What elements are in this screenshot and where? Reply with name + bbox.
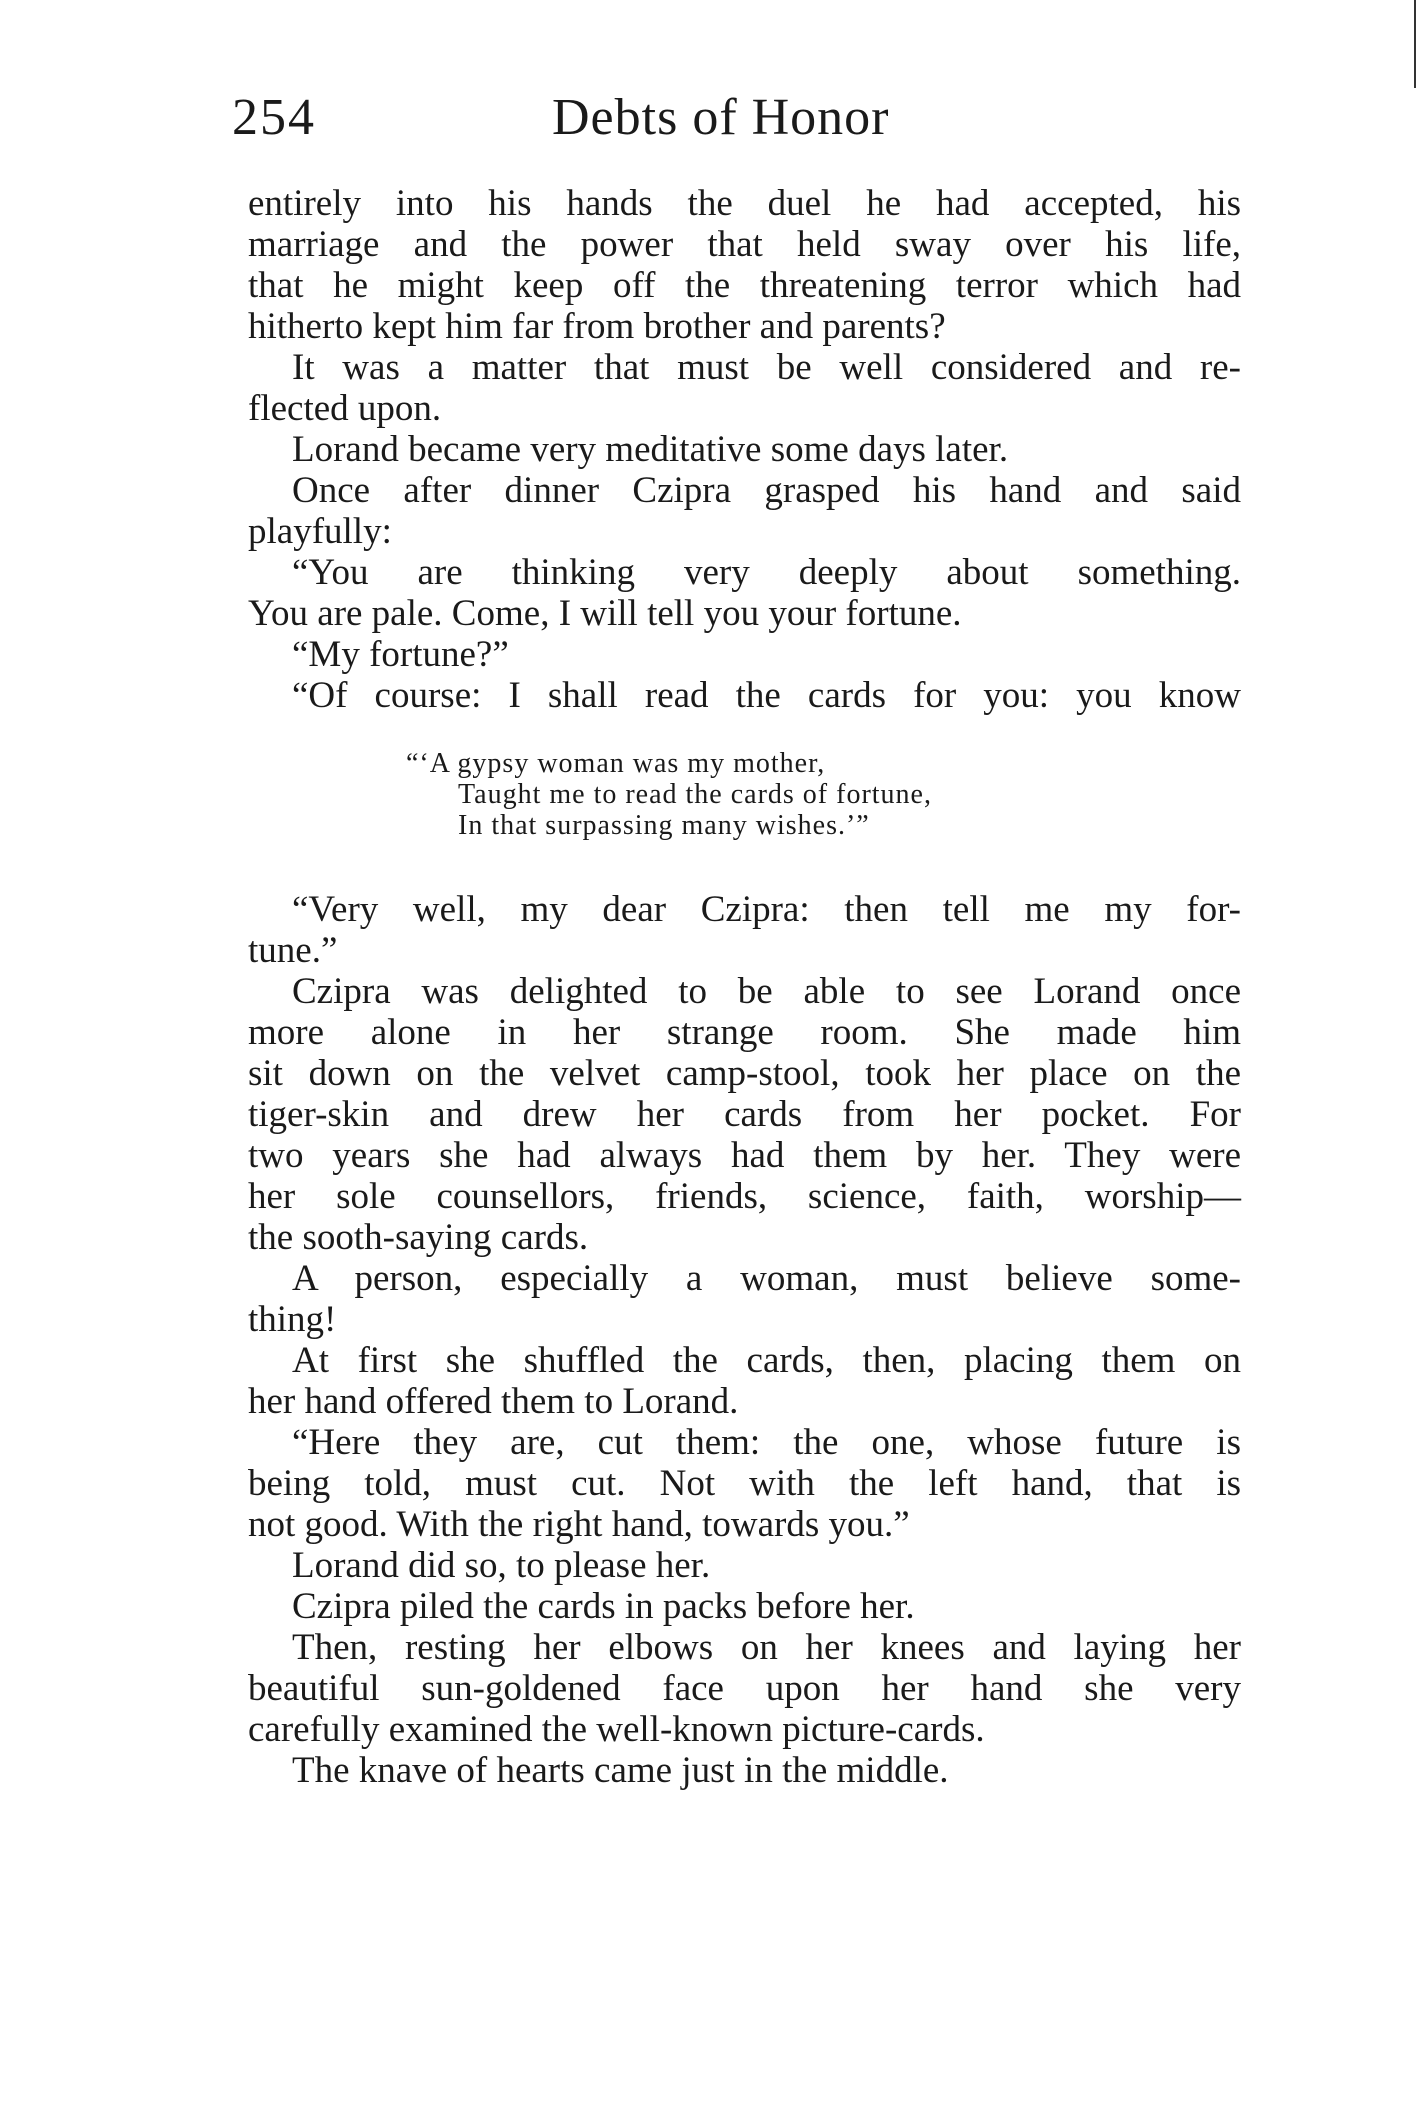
text-line: beautiful sun-goldened face upon her hand she very	[248, 1668, 1241, 1709]
paragraph	[248, 347, 1241, 429]
paragraph	[248, 1545, 1241, 1586]
text-line: The knave of hearts came just in the middle.	[292, 1750, 949, 1791]
text-line: Czipra was delighted to be able to see Lorand once	[292, 971, 1241, 1012]
page-header	[232, 88, 1242, 158]
text-line: her sole counsellors, friends, science, faith, worship—	[248, 1176, 1241, 1217]
text-line: thing!	[248, 1299, 337, 1340]
text-line: “You are thinking very deeply about something.	[292, 552, 1241, 593]
text-line: It was a matter that must be well considered and re-	[292, 347, 1241, 388]
text-line: “Very well, my dear Czipra: then tell me my for-	[292, 889, 1241, 930]
text-line: Lorand did so, to please her.	[292, 1545, 711, 1586]
paragraph	[248, 1750, 1241, 1791]
running-title: Debts of Honor	[552, 89, 890, 146]
verse-quote	[248, 748, 1241, 841]
text-line: carefully examined the well-known picture-cards.	[248, 1709, 985, 1750]
paragraph	[248, 1340, 1241, 1422]
page-number: 254	[232, 89, 316, 146]
text-line: “My fortune?”	[292, 634, 509, 675]
text-line: “Here they are, cut them: the one, whose future is	[292, 1422, 1241, 1463]
verse-line: Taught me to read the cards of fortune,	[458, 779, 932, 810]
text-line: being told, must cut. Not with the left hand, that is	[248, 1463, 1241, 1504]
text-line: At first she shuffled the cards, then, placing them on	[292, 1340, 1241, 1381]
text-line: marriage and the power that held sway over his life,	[248, 224, 1241, 265]
paragraph	[248, 470, 1241, 552]
text-line: A person, especially a woman, must believe some-	[292, 1258, 1241, 1299]
page-edge-line	[1414, 0, 1416, 88]
text-line: hitherto kept him far from brother and parents?	[248, 306, 946, 347]
paragraph	[248, 183, 1241, 347]
text-line: her hand offered them to Lorand.	[248, 1381, 739, 1422]
text-line: Czipra piled the cards in packs before her.	[292, 1586, 915, 1627]
text-line: You are pale. Come, I will tell you your fortune.	[248, 593, 962, 634]
body-text	[248, 183, 1241, 1791]
paragraph	[248, 634, 1241, 675]
text-line: entirely into his hands the duel he had accepted, his	[248, 183, 1241, 224]
text-line: flected upon.	[248, 388, 442, 429]
text-line: Once after dinner Czipra grasped his hand and said	[292, 470, 1241, 511]
text-line: Lorand became very meditative some days later.	[292, 429, 1009, 470]
paragraph	[248, 1586, 1241, 1627]
paragraph	[248, 675, 1241, 716]
paragraph	[248, 971, 1241, 1258]
text-line: playfully:	[248, 511, 392, 552]
text-line: tiger-skin and drew her cards from her pocket. For	[248, 1094, 1241, 1135]
paragraph	[248, 1422, 1241, 1545]
text-line: not good. With the right hand, towards you.”	[248, 1504, 910, 1545]
text-line: that he might keep off the threatening terror which had	[248, 265, 1241, 306]
text-line: tune.”	[248, 930, 338, 971]
text-line: the sooth-saying cards.	[248, 1217, 589, 1258]
verse-line: “‘A gypsy woman was my mother,	[406, 748, 826, 779]
paragraph	[248, 889, 1241, 971]
verse-line: In that surpassing many wishes.’”	[458, 810, 870, 841]
text-line: more alone in her strange room. She made him	[248, 1012, 1241, 1053]
text-line: sit down on the velvet camp-stool, took her place on the	[248, 1053, 1241, 1094]
text-line: “Of course: I shall read the cards for you: you know	[292, 675, 1241, 716]
paragraph	[248, 552, 1241, 634]
paragraph	[248, 1258, 1241, 1340]
paragraph	[248, 429, 1241, 470]
text-line: two years she had always had them by her. They were	[248, 1135, 1241, 1176]
text-line: Then, resting her elbows on her knees and laying her	[292, 1627, 1241, 1668]
paragraph	[248, 1627, 1241, 1750]
